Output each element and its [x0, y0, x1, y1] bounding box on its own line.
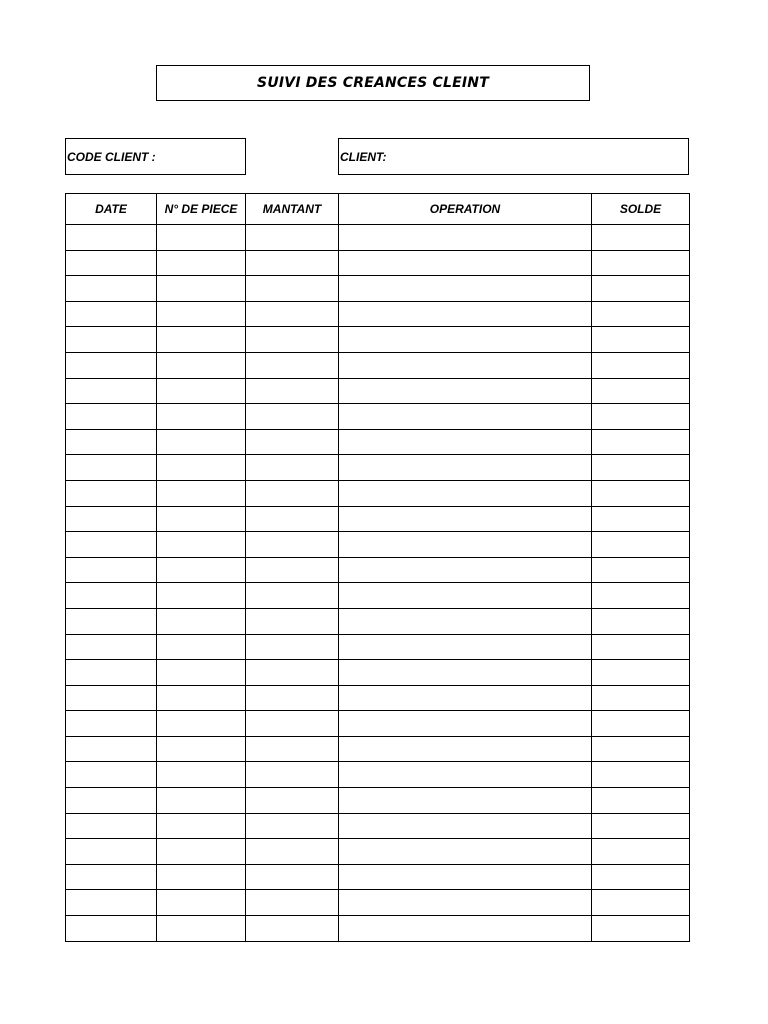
- cell-operation[interactable]: [339, 378, 592, 404]
- cell-balance[interactable]: [592, 532, 690, 558]
- cell-piece-number[interactable]: [157, 378, 246, 404]
- cell-balance[interactable]: [592, 480, 690, 506]
- cell-amount[interactable]: [246, 839, 339, 865]
- cell-balance[interactable]: [592, 608, 690, 634]
- cell-operation[interactable]: [339, 839, 592, 865]
- cell-piece-number[interactable]: [157, 608, 246, 634]
- cell-date[interactable]: [66, 762, 157, 788]
- cell-operation[interactable]: [339, 660, 592, 686]
- cell-amount[interactable]: [246, 506, 339, 532]
- cell-operation[interactable]: [339, 608, 592, 634]
- column-header-date: DATE: [66, 194, 157, 225]
- cell-amount[interactable]: [246, 301, 339, 327]
- cell-amount[interactable]: [246, 250, 339, 276]
- cell-balance[interactable]: [592, 352, 690, 378]
- cell-piece-number[interactable]: [157, 788, 246, 814]
- table-row: [66, 480, 690, 506]
- cell-amount[interactable]: [246, 736, 339, 762]
- cell-balance[interactable]: [592, 788, 690, 814]
- cell-date[interactable]: [66, 480, 157, 506]
- cell-amount[interactable]: [246, 583, 339, 609]
- table-row: [66, 660, 690, 686]
- cell-balance[interactable]: [592, 327, 690, 353]
- cell-date[interactable]: [66, 557, 157, 583]
- cell-piece-number[interactable]: [157, 916, 246, 942]
- receivables-table: [65, 193, 690, 942]
- column-header-operation: OPERATION: [339, 194, 592, 225]
- table-row: [66, 352, 690, 378]
- cell-piece-number[interactable]: [157, 685, 246, 711]
- table-body: [66, 225, 690, 942]
- cell-balance[interactable]: [592, 685, 690, 711]
- cell-amount[interactable]: [246, 480, 339, 506]
- document-title-box: [156, 65, 590, 101]
- cell-date[interactable]: [66, 608, 157, 634]
- cell-piece-number[interactable]: [157, 506, 246, 532]
- cell-date[interactable]: [66, 506, 157, 532]
- cell-date[interactable]: [66, 455, 157, 481]
- cell-piece-number[interactable]: [157, 864, 246, 890]
- table-row: [66, 327, 690, 353]
- cell-operation[interactable]: [339, 736, 592, 762]
- table-row: [66, 455, 690, 481]
- cell-date[interactable]: [66, 404, 157, 430]
- cell-operation[interactable]: [339, 404, 592, 430]
- cell-amount[interactable]: [246, 762, 339, 788]
- table-row: [66, 634, 690, 660]
- cell-balance[interactable]: [592, 301, 690, 327]
- table-header-row: [66, 194, 690, 225]
- cell-date[interactable]: [66, 583, 157, 609]
- cell-amount[interactable]: [246, 276, 339, 302]
- cell-operation[interactable]: [339, 583, 592, 609]
- cell-operation[interactable]: [339, 327, 592, 353]
- cell-amount[interactable]: [246, 327, 339, 353]
- cell-operation[interactable]: [339, 352, 592, 378]
- table-row: [66, 250, 690, 276]
- cell-balance[interactable]: [592, 711, 690, 737]
- table-row: [66, 890, 690, 916]
- cell-balance[interactable]: [592, 762, 690, 788]
- cell-amount[interactable]: [246, 711, 339, 737]
- table-row: [66, 429, 690, 455]
- cell-amount[interactable]: [246, 864, 339, 890]
- table-row: [66, 404, 690, 430]
- cell-balance[interactable]: [592, 429, 690, 455]
- cell-balance[interactable]: [592, 890, 690, 916]
- cell-piece-number[interactable]: [157, 250, 246, 276]
- cell-date[interactable]: [66, 225, 157, 251]
- cell-piece-number[interactable]: [157, 352, 246, 378]
- table-row: [66, 762, 690, 788]
- cell-piece-number[interactable]: [157, 429, 246, 455]
- table-row: [66, 378, 690, 404]
- cell-date[interactable]: [66, 788, 157, 814]
- document-title: SUIVI DES CREANCES CLEINT: [257, 75, 489, 91]
- cell-piece-number[interactable]: [157, 660, 246, 686]
- cell-balance[interactable]: [592, 250, 690, 276]
- cell-date[interactable]: [66, 352, 157, 378]
- table-row: [66, 839, 690, 865]
- cell-piece-number[interactable]: [157, 839, 246, 865]
- cell-date[interactable]: [66, 532, 157, 558]
- cell-operation[interactable]: [339, 864, 592, 890]
- cell-date[interactable]: [66, 301, 157, 327]
- column-header-amount: MANTANT: [246, 194, 339, 225]
- cell-piece-number[interactable]: [157, 276, 246, 302]
- cell-balance[interactable]: [592, 660, 690, 686]
- cell-operation[interactable]: [339, 532, 592, 558]
- column-header-piece-number: N° DE PIECE: [157, 194, 246, 225]
- cell-amount[interactable]: [246, 455, 339, 481]
- cell-amount[interactable]: [246, 634, 339, 660]
- cell-piece-number[interactable]: [157, 455, 246, 481]
- client-field[interactable]: [338, 138, 689, 175]
- cell-operation[interactable]: [339, 250, 592, 276]
- cell-operation[interactable]: [339, 225, 592, 251]
- table-row: [66, 711, 690, 737]
- cell-amount[interactable]: [246, 404, 339, 430]
- cell-balance[interactable]: [592, 378, 690, 404]
- cell-date[interactable]: [66, 813, 157, 839]
- cell-amount[interactable]: [246, 557, 339, 583]
- table-row: [66, 813, 690, 839]
- cell-balance[interactable]: [592, 736, 690, 762]
- cell-balance[interactable]: [592, 276, 690, 302]
- cell-balance[interactable]: [592, 506, 690, 532]
- cell-operation[interactable]: [339, 276, 592, 302]
- cell-operation[interactable]: [339, 762, 592, 788]
- cell-piece-number[interactable]: [157, 225, 246, 251]
- cell-operation[interactable]: [339, 916, 592, 942]
- cell-piece-number[interactable]: [157, 557, 246, 583]
- table-row: [66, 506, 690, 532]
- table-row: [66, 608, 690, 634]
- cell-balance[interactable]: [592, 557, 690, 583]
- table-row: [66, 916, 690, 942]
- cell-piece-number[interactable]: [157, 532, 246, 558]
- cell-operation[interactable]: [339, 301, 592, 327]
- column-header-balance: SOLDE: [592, 194, 690, 225]
- cell-balance[interactable]: [592, 455, 690, 481]
- cell-piece-number[interactable]: [157, 762, 246, 788]
- cell-amount[interactable]: [246, 225, 339, 251]
- cell-date[interactable]: [66, 890, 157, 916]
- cell-piece-number[interactable]: [157, 736, 246, 762]
- cell-amount[interactable]: [246, 532, 339, 558]
- table-row: [66, 225, 690, 251]
- table-row: [66, 685, 690, 711]
- cell-piece-number[interactable]: [157, 480, 246, 506]
- cell-balance[interactable]: [592, 225, 690, 251]
- cell-date[interactable]: [66, 685, 157, 711]
- cell-date[interactable]: [66, 711, 157, 737]
- cell-date[interactable]: [66, 660, 157, 686]
- table-row: [66, 276, 690, 302]
- cell-balance[interactable]: [592, 916, 690, 942]
- table-row: [66, 788, 690, 814]
- cell-piece-number[interactable]: [157, 890, 246, 916]
- cell-piece-number[interactable]: [157, 813, 246, 839]
- cell-balance[interactable]: [592, 634, 690, 660]
- cell-operation[interactable]: [339, 890, 592, 916]
- cell-piece-number[interactable]: [157, 583, 246, 609]
- cell-operation[interactable]: [339, 455, 592, 481]
- cell-date[interactable]: [66, 736, 157, 762]
- cell-date[interactable]: [66, 634, 157, 660]
- cell-date[interactable]: [66, 864, 157, 890]
- cell-piece-number[interactable]: [157, 634, 246, 660]
- code-client-label: CODE CLIENT :: [67, 149, 156, 164]
- table-row: [66, 864, 690, 890]
- cell-operation[interactable]: [339, 634, 592, 660]
- cell-date[interactable]: [66, 276, 157, 302]
- cell-operation[interactable]: [339, 711, 592, 737]
- cell-amount[interactable]: [246, 788, 339, 814]
- table-row: [66, 557, 690, 583]
- cell-operation[interactable]: [339, 506, 592, 532]
- cell-amount[interactable]: [246, 685, 339, 711]
- cell-date[interactable]: [66, 378, 157, 404]
- cell-amount[interactable]: [246, 916, 339, 942]
- cell-balance[interactable]: [592, 583, 690, 609]
- cell-piece-number[interactable]: [157, 404, 246, 430]
- cell-date[interactable]: [66, 327, 157, 353]
- cell-piece-number[interactable]: [157, 711, 246, 737]
- cell-piece-number[interactable]: [157, 301, 246, 327]
- cell-amount[interactable]: [246, 608, 339, 634]
- cell-operation[interactable]: [339, 788, 592, 814]
- cell-date[interactable]: [66, 916, 157, 942]
- cell-amount[interactable]: [246, 378, 339, 404]
- table-row: [66, 736, 690, 762]
- cell-amount[interactable]: [246, 429, 339, 455]
- table-row: [66, 532, 690, 558]
- table-row: [66, 301, 690, 327]
- cell-operation[interactable]: [339, 557, 592, 583]
- cell-amount[interactable]: [246, 660, 339, 686]
- cell-date[interactable]: [66, 429, 157, 455]
- cell-operation[interactable]: [339, 685, 592, 711]
- cell-operation[interactable]: [339, 480, 592, 506]
- cell-balance[interactable]: [592, 813, 690, 839]
- cell-operation[interactable]: [339, 813, 592, 839]
- cell-amount[interactable]: [246, 352, 339, 378]
- client-label: CLIENT:: [340, 149, 387, 164]
- cell-piece-number[interactable]: [157, 327, 246, 353]
- table-row: [66, 583, 690, 609]
- cell-balance[interactable]: [592, 404, 690, 430]
- cell-balance[interactable]: [592, 864, 690, 890]
- cell-date[interactable]: [66, 250, 157, 276]
- cell-operation[interactable]: [339, 429, 592, 455]
- cell-amount[interactable]: [246, 813, 339, 839]
- cell-balance[interactable]: [592, 839, 690, 865]
- code-client-field[interactable]: [65, 138, 246, 175]
- cell-date[interactable]: [66, 839, 157, 865]
- cell-amount[interactable]: [246, 890, 339, 916]
